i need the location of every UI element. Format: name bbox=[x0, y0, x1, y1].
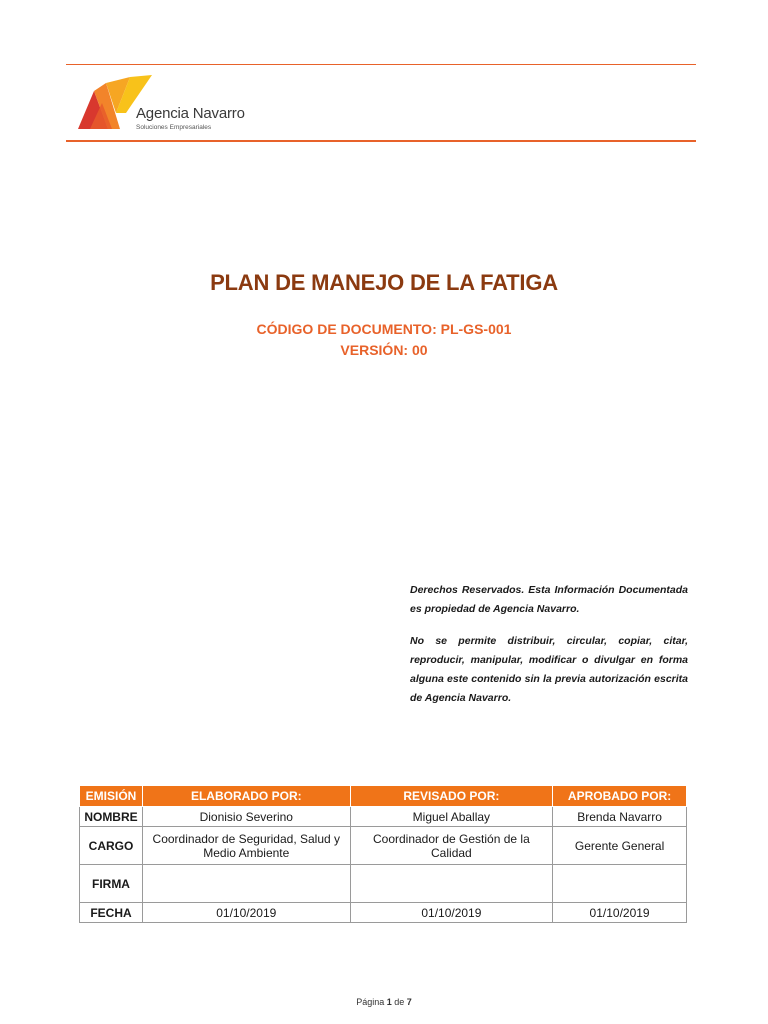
document-version: VERSIÓN: 00 bbox=[340, 342, 428, 358]
brand-name: Agencia Navarro bbox=[136, 105, 245, 122]
header-elaborado: ELABORADO POR: bbox=[142, 786, 350, 807]
page-of: de bbox=[394, 997, 405, 1007]
document-title: PLAN DE MANEJO DE LA FATIGA bbox=[210, 270, 558, 295]
cell-aprobado-firma bbox=[553, 865, 687, 903]
header-bottom-rule bbox=[66, 140, 696, 142]
page-word: Página bbox=[356, 997, 385, 1007]
cell-revisado-cargo: Coordinador de Gestión de la Calidad bbox=[350, 827, 553, 865]
row-label-nombre: NOMBRE bbox=[80, 807, 143, 827]
cell-elaborado-fecha: 01/10/2019 bbox=[142, 903, 350, 923]
table-header-row bbox=[80, 786, 687, 807]
page-footer bbox=[0, 997, 768, 1007]
table-row-firma bbox=[80, 865, 687, 903]
cell-elaborado-cargo: Coordinador de Seguridad, Salud y Medio Ambiente bbox=[142, 827, 350, 865]
cell-aprobado-cargo: Gerente General bbox=[553, 827, 687, 865]
rights-notice bbox=[410, 581, 688, 708]
brand-tagline: Soluciones Empresariales bbox=[136, 124, 212, 131]
table-row-cargo bbox=[80, 827, 687, 865]
header-top-rule bbox=[66, 64, 696, 65]
header-revisado: REVISADO POR: bbox=[350, 786, 553, 807]
row-label-fecha: FECHA bbox=[80, 903, 143, 923]
table-row-nombre bbox=[80, 807, 687, 827]
cell-elaborado-firma bbox=[142, 865, 350, 903]
cell-revisado-nombre: Miguel Aballay bbox=[350, 807, 553, 827]
header-aprobado: APROBADO POR: bbox=[553, 786, 687, 807]
row-label-cargo: CARGO bbox=[80, 827, 143, 865]
header-emision: EMISIÓN bbox=[80, 786, 143, 807]
row-label-firma: FIRMA bbox=[80, 865, 143, 903]
cell-elaborado-nombre: Dionisio Severino bbox=[142, 807, 350, 827]
approval-table bbox=[79, 785, 687, 923]
table-row-fecha bbox=[80, 903, 687, 923]
rights-paragraph-2: No se permite distribuir, circular, copiar, citar, reproducir, manipular, modificar o divulgar en forma alguna este contenido sin la previa autorización escrita de Agencia Navarro. bbox=[410, 635, 688, 704]
cell-revisado-firma bbox=[350, 865, 553, 903]
page-total: 7 bbox=[406, 997, 412, 1007]
page-current: 1 bbox=[386, 997, 392, 1007]
agencia-navarro-logo bbox=[76, 73, 266, 135]
cell-aprobado-nombre: Brenda Navarro bbox=[553, 807, 687, 827]
rights-paragraph-1: Derechos Reservados. Esta Información Documentada es propiedad de Agencia Navarro. bbox=[410, 584, 688, 615]
cell-aprobado-fecha: 01/10/2019 bbox=[553, 903, 687, 923]
document-code: CÓDIGO DE DOCUMENTO: PL-GS-001 bbox=[256, 321, 512, 337]
cell-revisado-fecha: 01/10/2019 bbox=[350, 903, 553, 923]
